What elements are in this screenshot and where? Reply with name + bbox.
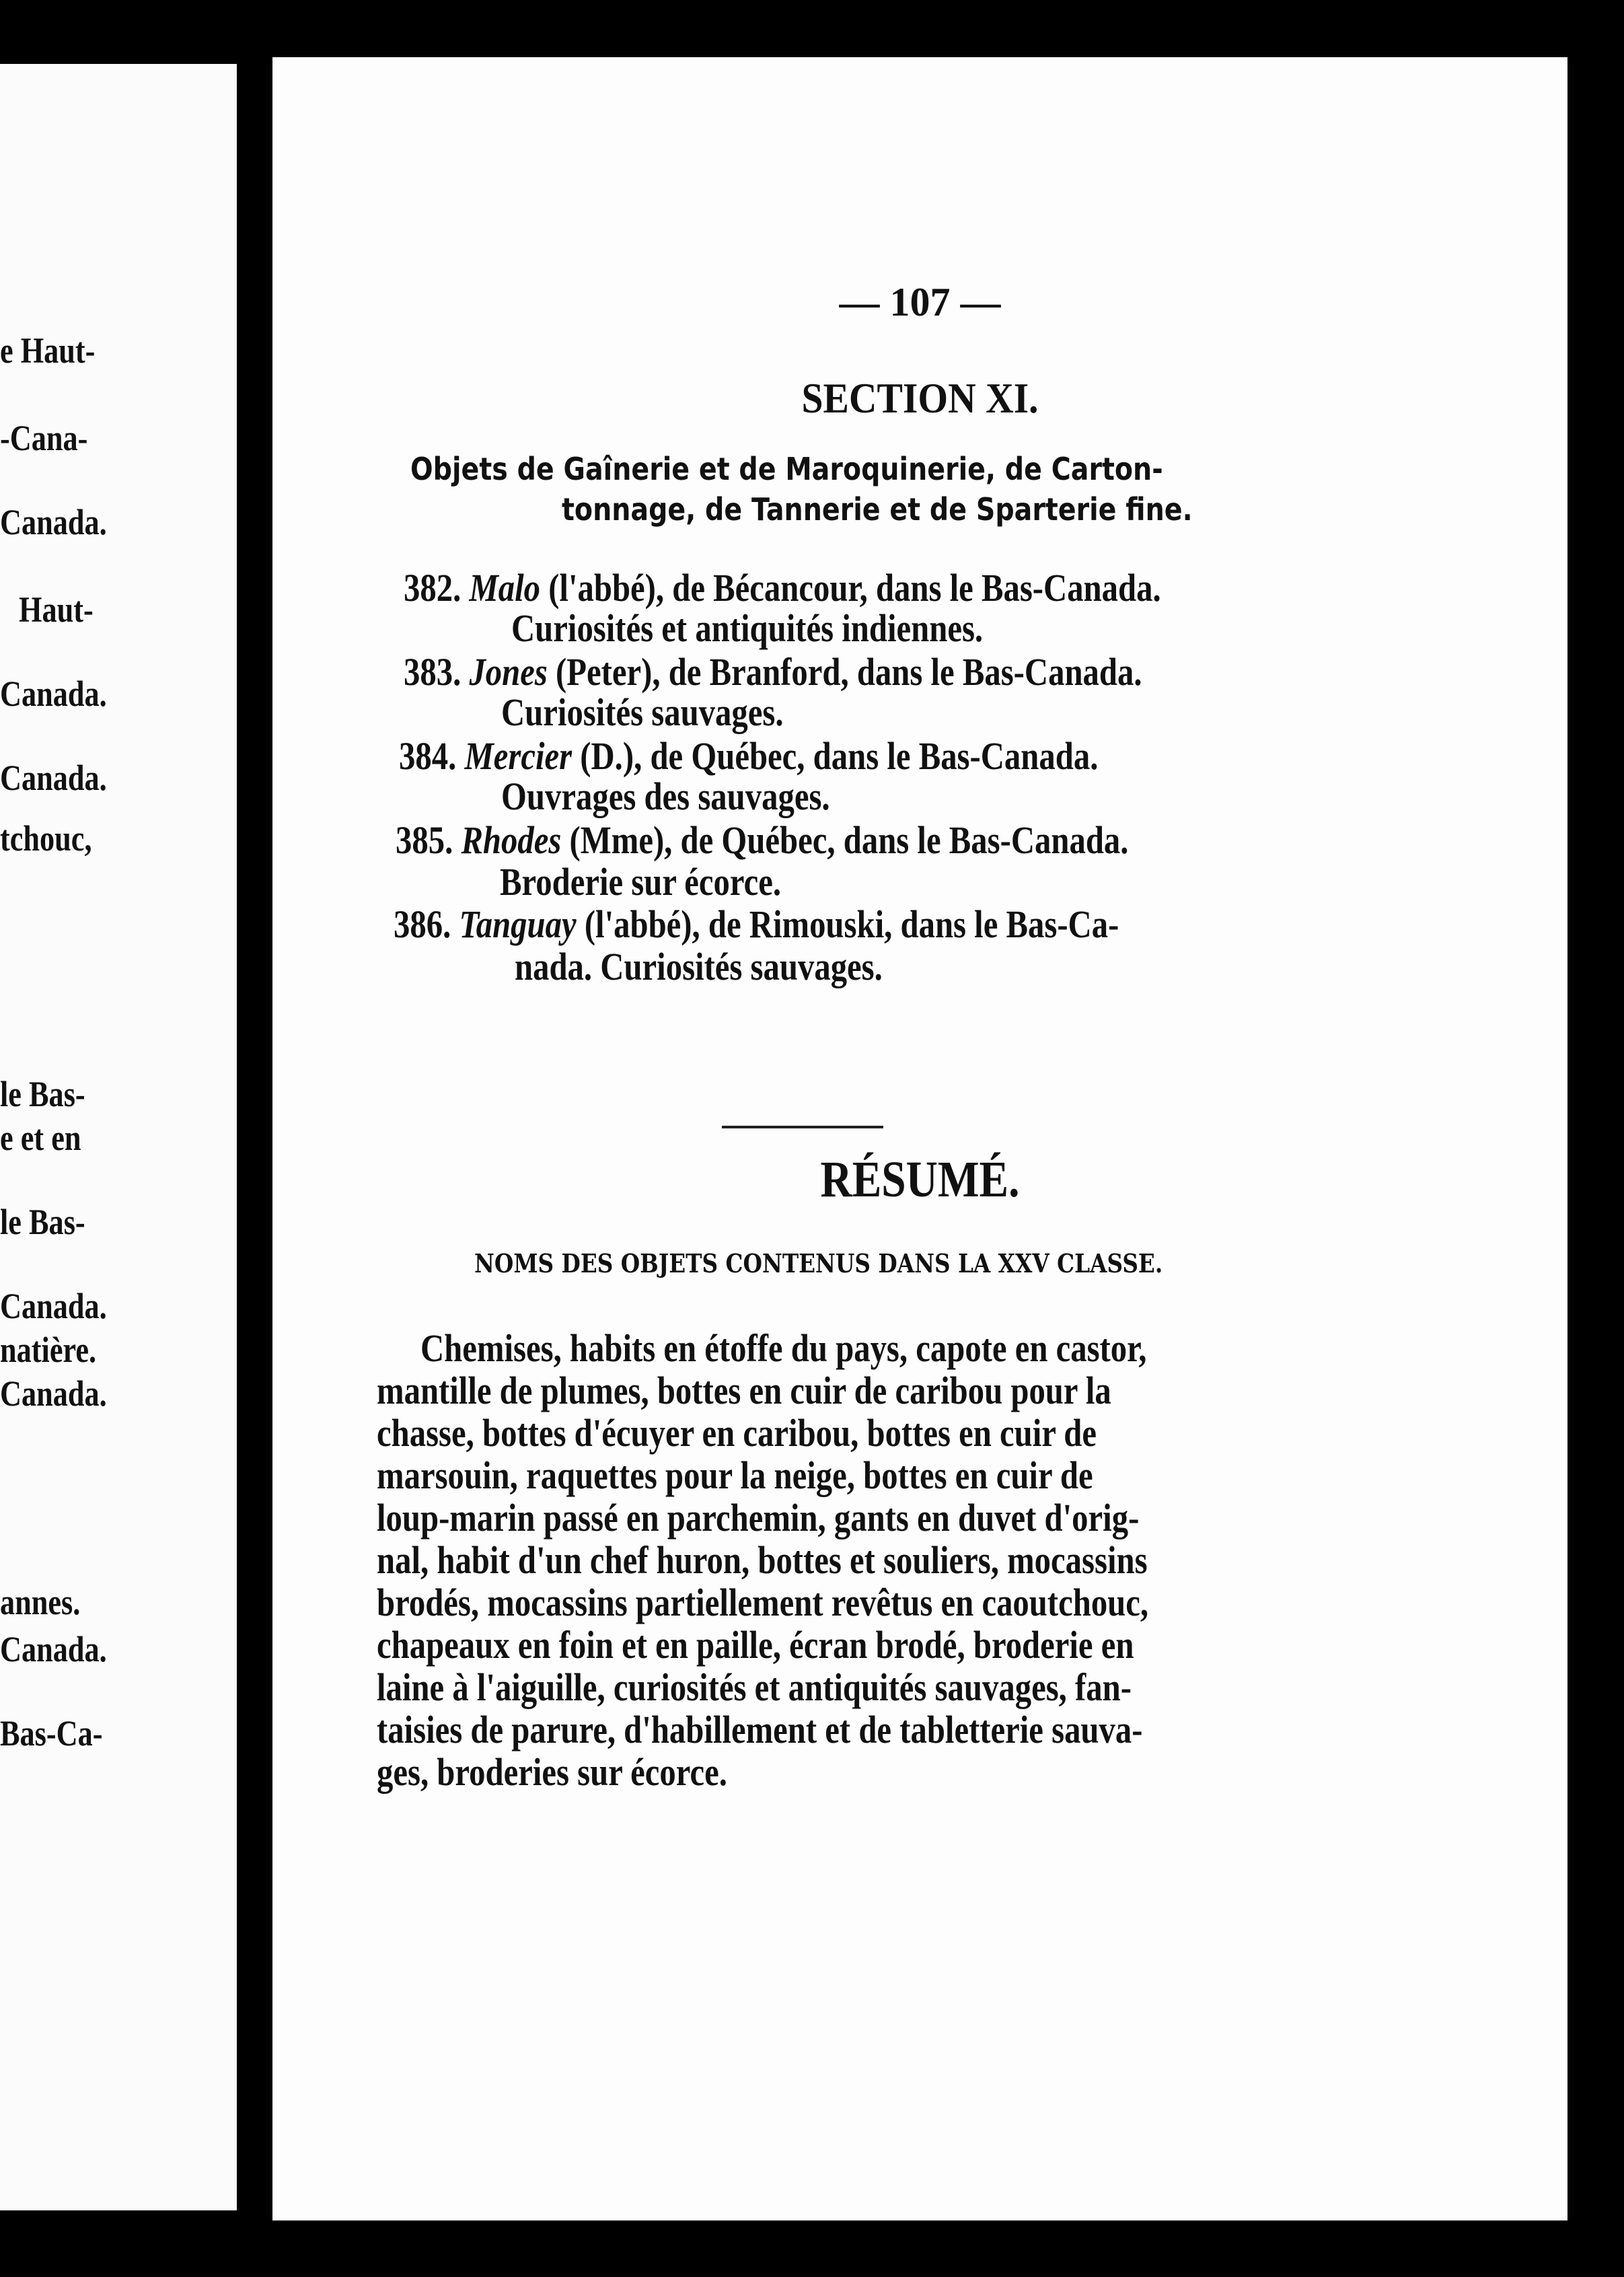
- entry-number: 386.: [394, 902, 451, 946]
- left-page-line: Canada.: [0, 674, 107, 714]
- left-page-line: Bas-Ca-: [0, 1713, 103, 1754]
- left-page-line: le Bas-: [0, 1074, 85, 1114]
- page-number: — 107 —: [839, 280, 1001, 324]
- left-page-line: natière.: [0, 1330, 97, 1370]
- entry-386-continuation: nada. Curiosités sauvages.: [515, 945, 883, 988]
- resume-line: chasse, bottes d'écuyer en caribou, bottes en cuir de: [377, 1411, 1097, 1455]
- resume-line: nal, habit d'un chef huron, bottes et souliers, mocassins: [377, 1538, 1148, 1582]
- entry-number: 385.: [396, 818, 453, 862]
- divider-rule: [722, 1126, 883, 1128]
- left-page-fragment: [0, 64, 237, 2210]
- left-page-line: tchouc,: [0, 818, 92, 859]
- entry-text: (Mme), de Québec, dans le Bas-Canada.: [561, 818, 1129, 862]
- left-page-line: Canada.: [0, 1629, 107, 1669]
- entry-name: Mercier: [464, 734, 573, 778]
- page-gutter: [237, 0, 276, 2277]
- left-page-line: annes.: [0, 1582, 81, 1622]
- entry-name: Rhodes: [461, 818, 562, 862]
- section-title: SECTION XI.: [801, 374, 1039, 422]
- entry-386: [394, 902, 1119, 947]
- left-page-line: e Haut-: [0, 330, 96, 371]
- entry-number: 384.: [399, 734, 457, 778]
- entry-number: 383.: [404, 650, 462, 694]
- entry-text: (l'abbé), de Rimouski, dans le Bas-Ca-: [576, 902, 1119, 946]
- section-subtitle-line-2: tonnage, de Tannerie et de Sparterie fine.: [562, 491, 1193, 528]
- entry-text: (l'abbé), de Bécancour, dans le Bas-Canada.: [540, 566, 1161, 610]
- entry-name: Tanguay: [459, 902, 577, 946]
- right-page: [272, 57, 1567, 2220]
- resume-line: ges, broderies sur écorce.: [377, 1750, 727, 1794]
- left-page-line: le Bas-: [0, 1202, 85, 1242]
- left-page-line: Canada.: [0, 1286, 107, 1326]
- entry-385: [396, 818, 1128, 863]
- entry-383: [404, 649, 1142, 694]
- resume-title: RÉSUMÉ.: [820, 1151, 1020, 1208]
- entry-number: 382.: [404, 566, 462, 610]
- left-page-line: e et en: [0, 1118, 81, 1158]
- resume-line: brodés, mocassins partiellement revêtus en caoutchouc,: [377, 1581, 1149, 1624]
- left-page-line: Canada.: [0, 758, 107, 798]
- resume-line: marsouin, raquettes pour la neige, bottes en cuir de: [377, 1453, 1093, 1497]
- entry-383-continuation: Curiosités sauvages.: [501, 690, 784, 734]
- resume-line: mantille de plumes, bottes en cuir de caribou pour la: [377, 1369, 1111, 1412]
- left-page-line: Canada.: [0, 502, 107, 542]
- entry-382: [404, 565, 1161, 610]
- entry-text: (D.), de Québec, dans le Bas-Canada.: [572, 734, 1099, 778]
- left-page-line: -Cana-: [0, 418, 88, 458]
- entry-385-continuation: Broderie sur écorce.: [500, 860, 782, 904]
- left-page-line: Haut-: [19, 589, 94, 630]
- resume-line: laine à l'aiguille, curiosités et antiquités sauvages, fan-: [377, 1665, 1132, 1709]
- resume-line: chapeaux en foin et en paille, écran brodé, broderie en: [377, 1623, 1134, 1667]
- resume-line: loup-marin passé en parchemin, gants en duvet d'orig-: [377, 1496, 1140, 1540]
- resume-subtitle: NOMS DES OBJETS CONTENUS DANS LA XXV CLASSE.: [474, 1248, 1163, 1278]
- entry-382-continuation: Curiosités et antiquités indiennes.: [511, 606, 984, 650]
- section-subtitle-line-1: Objets de Gaînerie et de Maroquinerie, de Carton-: [410, 451, 1163, 487]
- entry-text: (Peter), de Branford, dans le Bas-Canada.: [547, 650, 1142, 694]
- left-page-line: Canada.: [0, 1373, 107, 1414]
- entry-name: Malo: [469, 566, 541, 610]
- resume-line: Chemises, habits en étoffe du pays, capote en castor,: [420, 1326, 1147, 1370]
- entry-384: [399, 733, 1098, 779]
- entry-name: Jones: [469, 650, 548, 694]
- resume-line: taisies de parure, d'habillement et de tabletterie sauva-: [377, 1708, 1143, 1751]
- entry-384-continuation: Ouvrages des sauvages.: [501, 774, 830, 818]
